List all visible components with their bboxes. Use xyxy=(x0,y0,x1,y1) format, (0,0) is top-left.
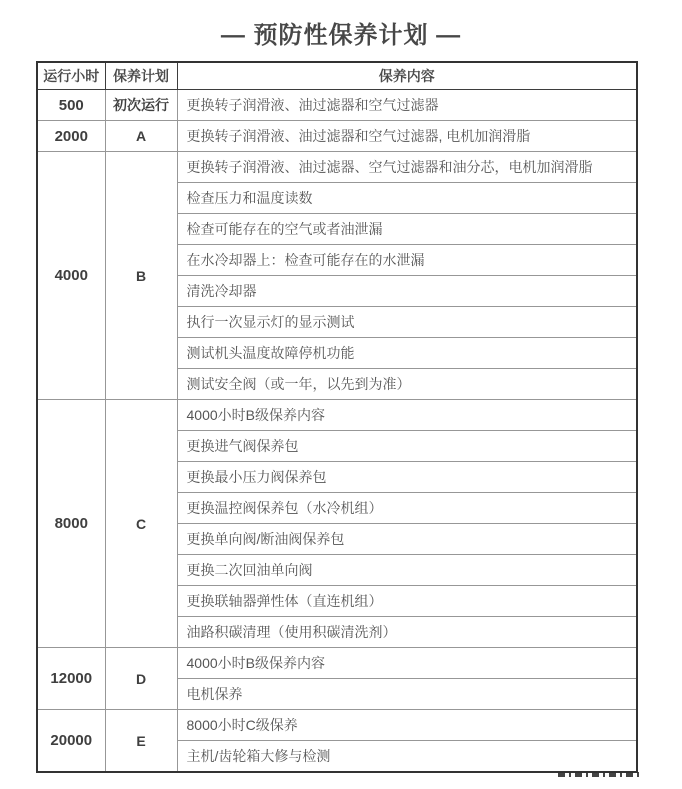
header-cell-plan: 保养计划 xyxy=(105,62,177,90)
content-cell: 主机/齿轮箱大修与检测 xyxy=(177,741,637,773)
content-cell: 电机保养 xyxy=(177,679,637,710)
content-cell: 更换转子润滑液、油过滤器、空气过滤器和油分芯，电机加润滑脂 xyxy=(177,152,637,183)
content-cell: 更换转子润滑液、油过滤器和空气过滤器, 电机加润滑脂 xyxy=(177,121,637,152)
plan-cell: C xyxy=(105,400,177,648)
content-cell: 测试安全阀（或一年，以先到为准） xyxy=(177,369,637,400)
table-row xyxy=(37,648,637,679)
hours-cell: 500 xyxy=(37,90,105,121)
content-cell: 检查可能存在的空气或者油泄漏 xyxy=(177,214,637,245)
hours-cell: 8000 xyxy=(37,400,105,648)
content-cell: 更换最小压力阀保养包 xyxy=(177,462,637,493)
cropped-watermark xyxy=(558,772,640,777)
content-cell: 4000小时B级保养内容 xyxy=(177,648,637,679)
hours-cell: 12000 xyxy=(37,648,105,710)
plan-cell: B xyxy=(105,152,177,400)
hours-cell: 2000 xyxy=(37,121,105,152)
hours-cell: 4000 xyxy=(37,152,105,400)
content-cell: 更换进气阀保养包 xyxy=(177,431,637,462)
plan-cell: 初次运行 xyxy=(105,90,177,121)
content-cell: 油路积碳清理（使用积碳清洗剂） xyxy=(177,617,637,648)
content-cell: 更换单向阀/断油阀保养包 xyxy=(177,524,637,555)
content-cell: 更换转子润滑液、油过滤器和空气过滤器 xyxy=(177,90,637,121)
content-cell: 8000小时C级保养 xyxy=(177,710,637,741)
content-cell: 更换二次回油单向阀 xyxy=(177,555,637,586)
plan-cell: D xyxy=(105,648,177,710)
header-row xyxy=(37,62,637,90)
plan-cell: E xyxy=(105,710,177,773)
page-title: — 预防性保养计划 — xyxy=(220,22,462,49)
table-row xyxy=(37,121,637,152)
content-cell: 4000小时B级保养内容 xyxy=(177,400,637,431)
header-cell-content: 保养内容 xyxy=(177,62,637,90)
content-cell: 清洗冷却器 xyxy=(177,276,637,307)
table-row xyxy=(37,400,637,431)
table-row xyxy=(37,90,637,121)
content-cell: 执行一次显示灯的显示测试 xyxy=(177,307,637,338)
table-row xyxy=(37,152,637,183)
content-cell: 测试机头温度故障停机功能 xyxy=(177,338,637,369)
table-row xyxy=(37,710,637,741)
content-cell: 在水冷却器上：检查可能存在的水泄漏 xyxy=(177,245,637,276)
content-cell: 更换联轴器弹性体（直连机组） xyxy=(177,586,637,617)
hours-cell: 20000 xyxy=(37,710,105,773)
plan-cell: A xyxy=(105,121,177,152)
maintenance-schedule-table xyxy=(36,61,638,773)
content-cell: 检查压力和温度读数 xyxy=(177,183,637,214)
header-cell-hours: 运行小时 xyxy=(37,62,105,90)
content-cell: 更换温控阀保养包（水冷机组） xyxy=(177,493,637,524)
